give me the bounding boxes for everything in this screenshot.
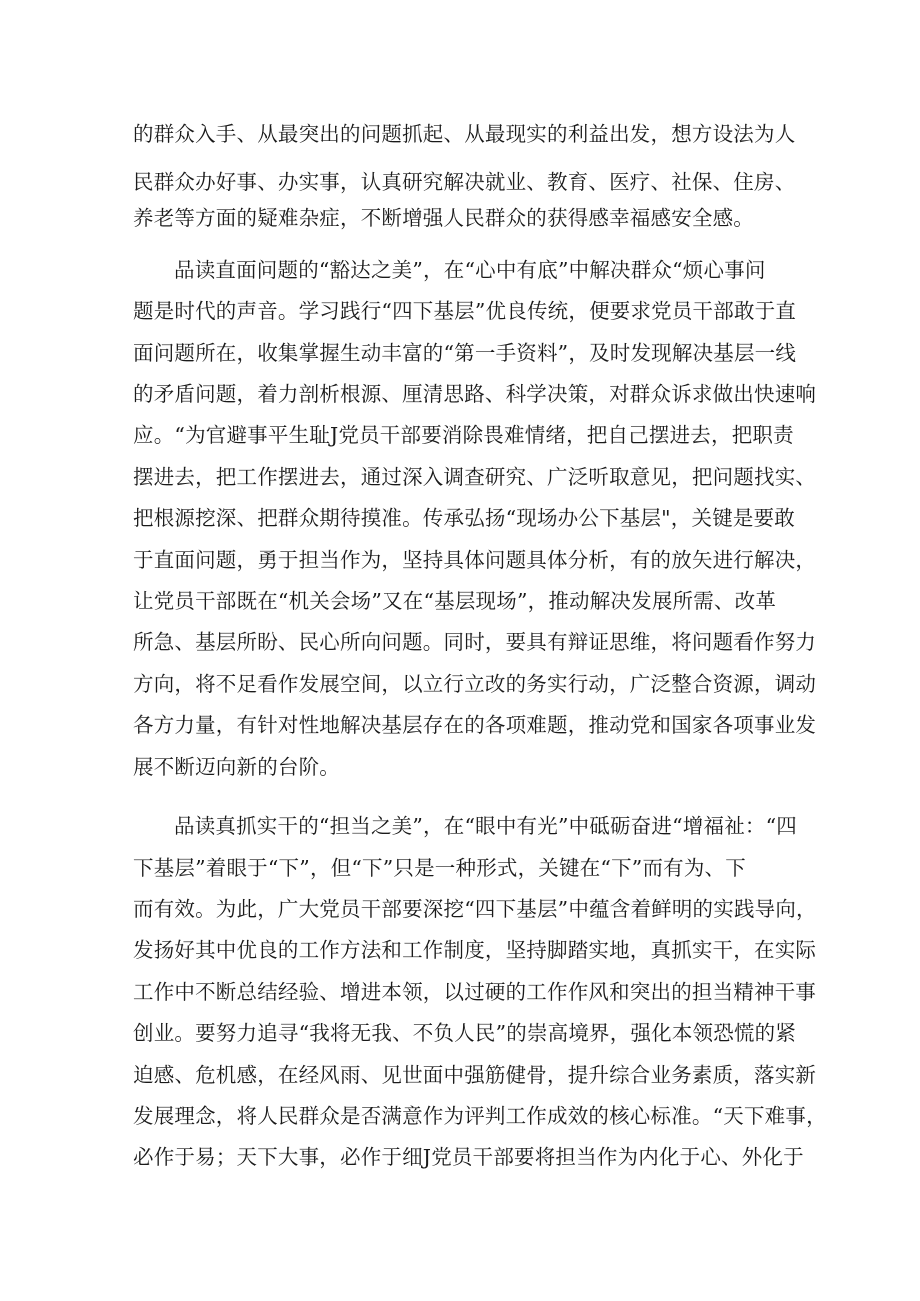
text-line: 展不断迈向新的台阶。 — [133, 755, 340, 779]
text-line: 应。“为官避事平生耻J党员干部要消除畏难情绪，把自己摆进去，把职责 — [133, 423, 794, 447]
text-line: 工作中不断总结经验、增进本领，以过硬的工作作风和突出的担当精神干事 — [133, 980, 817, 1004]
text-line: 方向，将不足看作发展空间，以立行立改的务实行动，广泛整合资源，调动 — [133, 672, 817, 696]
text-line: 所急、基层所盼、民心所向问题。同时，要具有辩证思维，将问题看作努力 — [133, 630, 817, 654]
text-line: 而有效。为此，广大党员干部要深挖“四下基层”中蕴含着鲜明的实践导向， — [133, 897, 817, 921]
text-line: 把根源挖深、把群众期待摸准。传承弘扬“现场办公下基层"，关键是要敢 — [133, 506, 796, 530]
paragraph-first-line: 品读直面问题的“豁达之美”，在“心中有底”中解决群众“烦心事问 — [174, 258, 766, 282]
text-line: 养老等方面的疑难杂症，不断增强人民群众的获得感幸福感安全感。 — [133, 206, 754, 230]
text-line: 摆进去，把工作摆进去，通过深入调查研究、广泛听取意见，把问题找实、 — [133, 465, 817, 489]
paragraph-first-line: 品读真抓实干的“担当之美”，在“眼中有光”中砥砺奋进“增福祉：“四 — [174, 814, 797, 838]
text-line: 发展理念，将人民群众是否满意作为评判工作成效的核心标准。“天下难事， — [133, 1104, 827, 1128]
text-line: 民群众办好事、办实事，认真研究解决就业、教育、医疗、社保、住房、 — [133, 170, 796, 194]
text-line: 发扬好其中优良的工作方法和工作制度，坚持脚踏实地，真抓实干，在实际 — [133, 938, 817, 962]
text-line: 让党员干部既在“机关会场”又在“基层现场”，推动解决发展所需、改革 — [133, 589, 777, 613]
text-line: 创业。要努力追寻“我将无我、不负人民”的崇高境界，强化本领恐慌的紧 — [133, 1021, 797, 1045]
text-line: 必作于易；天下大事，必作于细J党员干部要将担当作为内化于心、外化于 — [133, 1145, 804, 1169]
text-line: 迫感、危机感，在经风雨、见世面中强筋健骨，提升综合业务素质，落实新 — [133, 1063, 817, 1087]
text-line: 的矛盾问题，着力剖析根源、厘清思路、科学决策，对群众诉求做出快速响 — [133, 382, 817, 406]
text-line: 各方力量，有针对性地解决基层存在的各项难题，推动党和国家各项事业发 — [133, 713, 817, 737]
text-line: 题是时代的声音。学习践行“四下基层”优良传统，便要求党员干部敢于直 — [133, 299, 797, 323]
text-line: 的群众入手、从最突出的问题抓起、从最现实的利益出发，想方设法为人 — [133, 122, 796, 146]
text-line: 下基层”着眼于“下”，但“下”只是一种形式，关键在“下”而有为、下 — [133, 856, 746, 880]
text-line: 面问题所在，收集掌握生动丰富的“第一手资料”，及时发现解决基层一线 — [133, 341, 797, 365]
text-line: 于直面问题，勇于担当作为，坚持具体问题具体分析，有的放矢进行解决， — [133, 548, 817, 572]
